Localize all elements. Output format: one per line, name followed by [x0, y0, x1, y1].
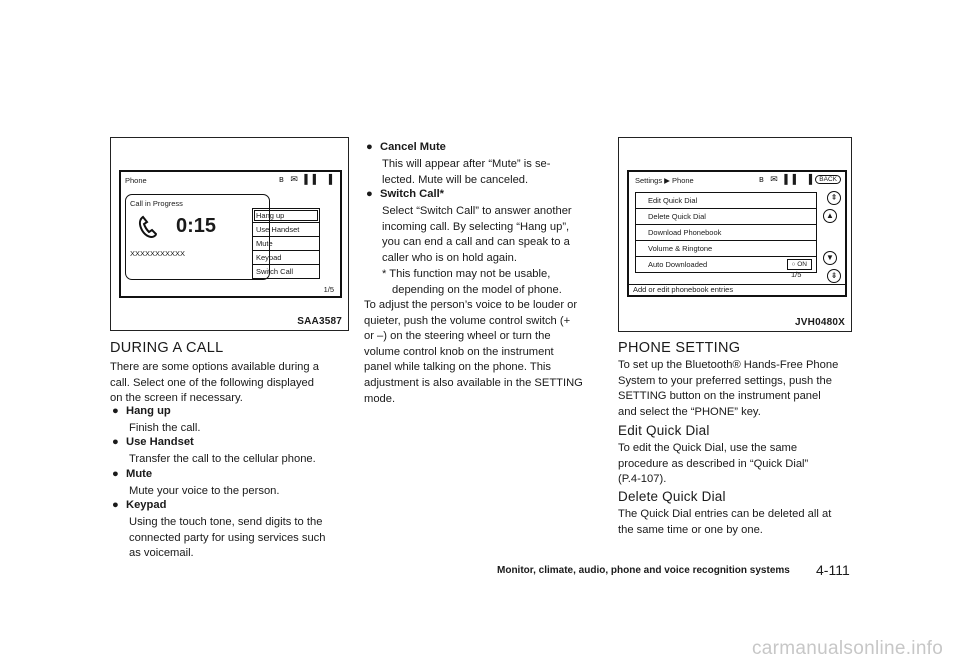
page-indicator: 1/5	[791, 270, 802, 279]
bullet-label: Hang up	[126, 405, 171, 417]
bullet-icon: ●	[366, 188, 373, 200]
section-heading: DURING A CALL	[110, 340, 224, 356]
call-options-menu	[252, 208, 320, 279]
figure-caption: JVH0480X	[795, 317, 845, 328]
status-hint: Add or edit phonebook entries	[629, 284, 845, 295]
settings-screen	[627, 170, 847, 297]
list-item-delete-quick-dial[interactable]: Delete Quick Dial	[636, 208, 816, 224]
watermark: carmanualsonline.info	[752, 638, 944, 659]
call-label: Call in Progress	[130, 199, 183, 208]
menu-item-use-handset[interactable]: Use Handset	[253, 222, 319, 236]
text-line: To set up the Bluetooth® Hands-Free Phone	[618, 359, 839, 371]
phone-screen	[119, 170, 342, 298]
bullet-title	[112, 405, 171, 417]
text-line: you can end a call and can speak to a	[382, 236, 570, 249]
bullet-label: Keypad	[126, 499, 167, 511]
toggle-indicator-icon: ○	[791, 261, 798, 268]
bullet-icon: ●	[112, 405, 119, 417]
phone-handset-icon	[138, 215, 158, 241]
bullet-label: Use Handset	[126, 436, 194, 448]
text-line: incoming call. By selecting “Hang up”,	[382, 220, 570, 233]
scroll-bottom-icon[interactable]: ⇟	[827, 269, 841, 283]
bullet-label: Mute	[126, 468, 153, 480]
bullet-desc	[382, 157, 551, 188]
adjust-paragraph	[364, 298, 583, 407]
page-number: 4-111	[816, 562, 850, 578]
bullet-label: Switch Call*	[380, 188, 445, 200]
text-line: To adjust the person’s voice to be louder or	[364, 299, 578, 311]
text-line: procedure as described in “Quick Dial”	[618, 457, 809, 470]
text-line: connected party for using services such	[129, 531, 326, 544]
bullet-icon: ●	[366, 141, 373, 153]
text-line: lected. Mute will be canceled.	[382, 173, 529, 186]
text-line: adjustment is also available in the SETTING	[364, 376, 583, 389]
list-item-edit-quick-dial[interactable]: Edit Quick Dial	[648, 196, 698, 205]
menu-item-switch-call[interactable]: Switch Call	[253, 264, 319, 278]
breadcrumb: Settings ▶ Phone	[635, 176, 694, 185]
text-line: * This function may not be usable,	[382, 268, 551, 280]
scroll-down-icon[interactable]: ▼	[823, 251, 837, 265]
toggle-label: ON	[797, 261, 807, 268]
section-heading: PHONE SETTING	[618, 340, 741, 356]
text-line: (P.4-107).	[618, 473, 667, 486]
text-line: quieter, push the volume control switch (+	[364, 314, 571, 327]
menu-item-hang-up[interactable]: Hang up	[253, 209, 319, 222]
text-line: depending on the model of phone.	[392, 283, 562, 296]
bullet-desc: Mute your voice to the person.	[129, 485, 280, 497]
text-line: as voicemail.	[129, 547, 194, 560]
bullet-desc	[129, 515, 326, 562]
text-line: System to your preferred settings, push the	[618, 374, 832, 387]
intro-paragraph	[110, 360, 319, 407]
bullet-label: Cancel Mute	[380, 141, 446, 153]
bullet-title	[112, 436, 194, 448]
call-info-box	[125, 194, 270, 280]
text-line: or –) on the steering wheel or turn the	[364, 330, 551, 343]
bullet-icon: ●	[112, 436, 119, 448]
page-indicator: 1/5	[323, 285, 334, 294]
bullet-icon: ●	[112, 468, 119, 480]
bullet-title	[112, 468, 152, 480]
bullet-icon: ●	[112, 499, 119, 511]
list-item-volume-ringtone[interactable]: Volume & Ringtone	[636, 240, 816, 256]
text-line: caller who is on hold again.	[382, 251, 517, 264]
text-line: on the screen if necessary.	[110, 392, 243, 405]
scroll-top-icon[interactable]: ⇞	[827, 191, 841, 205]
list-item-download-phonebook[interactable]: Download Phonebook	[636, 224, 816, 240]
call-timer: 0:15	[176, 215, 217, 237]
figure-phone-call	[110, 137, 349, 331]
bullet-title	[366, 188, 444, 200]
scroll-up-icon[interactable]: ▲	[823, 209, 837, 223]
text-line: Using the touch tone, send digits to the	[129, 516, 323, 528]
text-line: To edit the Quick Dial, use the same	[618, 442, 798, 454]
list-item-label: Auto Downloaded	[648, 260, 708, 269]
edit-paragraph	[618, 441, 808, 488]
bullet-desc	[382, 204, 572, 266]
text-line: and select the “PHONE” key.	[618, 405, 761, 418]
footer-section-title: Monitor, climate, audio, phone and voice recognition systems	[497, 565, 790, 576]
text-line: panel while talking on the phone. This	[364, 361, 552, 374]
bullet-desc: Finish the call.	[129, 422, 201, 434]
text-line: SETTING button on the instrument panel	[618, 390, 821, 403]
text-line: volume control knob on the instrument	[364, 345, 554, 358]
setup-paragraph	[618, 358, 838, 420]
menu-item-mute[interactable]: Mute	[253, 236, 319, 250]
text-line: call. Select one of the following displayed	[110, 376, 314, 389]
menu-item-keypad[interactable]: Keypad	[253, 250, 319, 264]
text-line: The Quick Dial entries can be deleted all at	[618, 508, 832, 520]
bullet-title	[366, 141, 446, 153]
text-line: Select “Switch Call” to answer another	[382, 205, 572, 217]
back-button[interactable]: BACK	[815, 175, 841, 184]
text-line: the same time or one by one.	[618, 523, 763, 536]
bullet-title	[112, 499, 166, 511]
figure-caption: SAA3587	[297, 316, 342, 327]
subheading-delete-quick-dial: Delete Quick Dial	[618, 489, 726, 504]
settings-list	[635, 192, 817, 273]
status-icons: ʙ ✉ ▌▌ ▐	[759, 174, 814, 184]
bullet-desc: Transfer the call to the cellular phone.	[129, 453, 316, 465]
footnote	[382, 267, 562, 298]
text-line: mode.	[364, 392, 396, 405]
figure-phone-settings	[618, 137, 852, 332]
screen-title: Phone	[125, 176, 147, 185]
text-line: This will appear after “Mute” is se-	[382, 158, 551, 170]
delete-paragraph	[618, 507, 831, 538]
text-line: There are some options available during a	[110, 361, 319, 373]
on-toggle[interactable]	[787, 259, 812, 270]
subheading-edit-quick-dial: Edit Quick Dial	[618, 423, 710, 438]
caller-number: XXXXXXXXXXX	[130, 249, 186, 258]
status-icons: ʙ ✉ ▌▌ ▐	[279, 174, 334, 184]
list-item-auto-downloaded[interactable]	[636, 256, 816, 272]
